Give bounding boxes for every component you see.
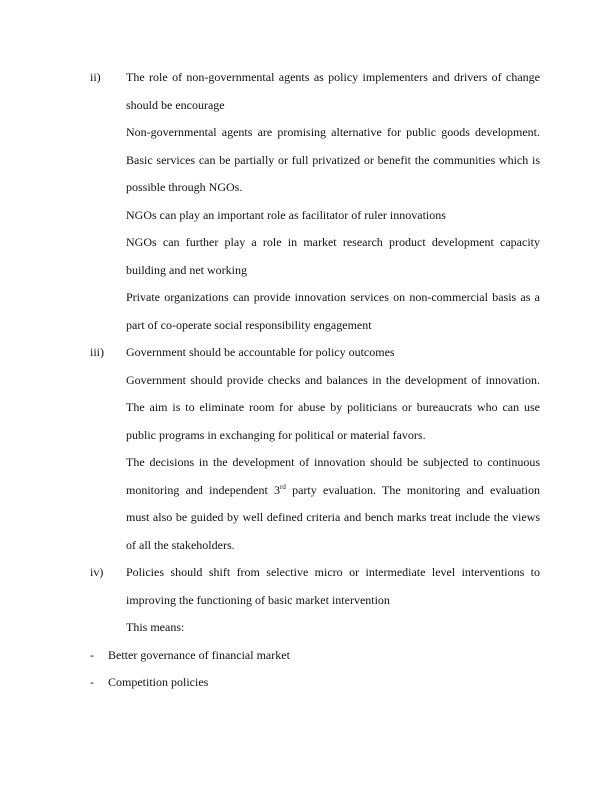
bullet-text: Competition policies [108, 675, 209, 689]
line-text: should be encourage [126, 97, 225, 112]
text-line [0, 449, 612, 477]
line-text: NGOs can further play a role in market research product development capacity [126, 235, 540, 249]
line-text: of all the stakeholders. [126, 537, 235, 552]
line-text: Government should be accountable for policy outcomes [126, 345, 395, 359]
text-line [0, 422, 612, 450]
line-text: The decisions in the development of innovation should be subjected to continuous [126, 455, 540, 469]
text-line [0, 477, 612, 505]
text-line [0, 559, 612, 587]
text-line [0, 284, 612, 312]
line-text: Policies should shift from selective micro or intermediate level interventions to [126, 565, 540, 579]
line-text: The role of non-governmental agents as policy implementers and drivers of change [126, 70, 540, 84]
line-text: monitoring and independent 3rd party evaluation. The monitoring and evaluation [126, 482, 540, 497]
text-line [0, 504, 612, 532]
text-line [0, 147, 612, 175]
text-line [0, 614, 612, 642]
line-text: Basic services can be partially or full privatized or benefit the communities which is [126, 152, 540, 167]
text-line [0, 367, 612, 395]
line-text: The aim is to eliminate room for abuse by politicians or bureaucrats who can use [126, 400, 540, 414]
line-text: building and net working [126, 262, 247, 277]
line-text: must also be guided by well defined criteria and bench marks treat include the views [126, 510, 540, 524]
line-text: possible through NGOs. [126, 180, 243, 194]
line-text: This means: [126, 620, 185, 634]
document-page [0, 64, 612, 697]
text-line [0, 92, 612, 120]
text-line [0, 202, 612, 230]
line-text: NGOs can play an important role as facilitator of ruler innovations [126, 207, 446, 222]
text-line [0, 339, 612, 367]
line-text: Government should provide checks and balances in the development of innovation. [126, 372, 540, 387]
bullet-item [0, 669, 612, 697]
line-text: Non-governmental agents are promising alternative for public goods development. [126, 125, 540, 139]
bullet-dash: - [90, 675, 94, 689]
list-marker: ii) [90, 70, 101, 84]
line-text: Private organizations can provide innovation services on non-commercial basis as a [126, 290, 540, 304]
bullet-dash: - [90, 647, 94, 662]
text-line [0, 587, 612, 615]
line-text: public programs in exchanging for political or material favors. [126, 427, 426, 442]
text-line [0, 119, 612, 147]
bullet-item [0, 642, 612, 670]
bullet-text: Better governance of financial market [108, 647, 290, 662]
text-line [0, 64, 612, 92]
list-marker: iv) [90, 565, 104, 579]
text-line [0, 229, 612, 257]
text-line [0, 174, 612, 202]
text-line [0, 257, 612, 285]
text-line [0, 532, 612, 560]
line-text: improving the functioning of basic market intervention [126, 592, 390, 607]
line-text: part of co-operate social responsibility engagement [126, 317, 372, 332]
text-line [0, 394, 612, 422]
list-marker: iii) [90, 345, 104, 359]
superscript: rd [280, 482, 286, 491]
text-line [0, 312, 612, 340]
